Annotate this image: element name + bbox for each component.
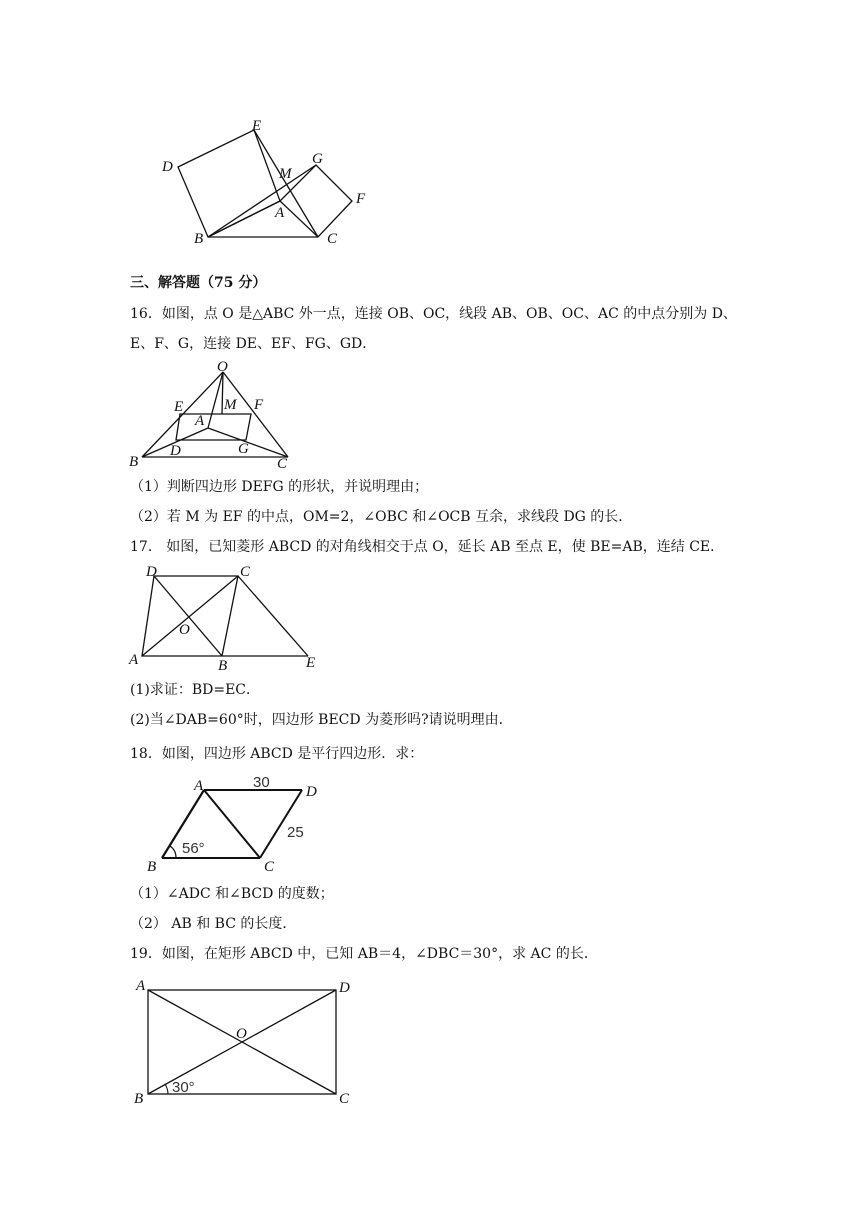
label-E: E <box>252 118 262 134</box>
label-E: E <box>306 655 316 671</box>
q16-line1: 16．如图，点 O 是△ABC 外一点，连接 OB、OC，线段 AB、OB、OC、AC 的中点分别为 D、 <box>130 306 737 322</box>
q17-line1: 17. 如图，已知菱形 ABCD 的对角线相交于点 O，延长 AB 至点 E，使 BE=AB，连结 CE． <box>130 539 725 555</box>
label-D: D <box>339 980 350 996</box>
section-heading: 三、解答题（75 分） <box>130 275 267 291</box>
q17-part1: (1)求证：BD=EC． <box>130 682 261 698</box>
label-C: C <box>240 564 251 580</box>
label-B: B <box>194 231 204 247</box>
q18-line1: 18．如图，四边形 ABCD 是平行四边形．求： <box>130 746 424 762</box>
label-D: D <box>162 159 173 175</box>
label-D: D <box>306 784 317 800</box>
label-G: G <box>238 441 249 457</box>
label-O: O <box>217 359 228 375</box>
label-C: C <box>327 231 338 247</box>
label-A: A <box>194 778 204 794</box>
label-C: C <box>277 456 288 472</box>
label-A: A <box>129 652 139 668</box>
length-CD: 25 <box>287 824 304 841</box>
label-A: A <box>136 978 146 994</box>
q17-part2: (2)当∠DAB=60°时，四边形 BECD 为菱形吗?请说明理由． <box>130 712 513 728</box>
length-AD: 30 <box>253 774 270 791</box>
label-G: G <box>312 151 323 167</box>
q18-part1: （1）∠ADC 和∠BCD 的度数； <box>130 886 334 902</box>
q16-part2: （2）若 M 为 EF 的中点，OM=2，∠OBC 和∠OCB 互余，求线段 DG 的长． <box>130 509 633 525</box>
label-A: A <box>195 413 205 429</box>
figure-q16 <box>128 360 298 472</box>
figure-q17 <box>128 561 328 674</box>
label-M: M <box>279 166 292 182</box>
angle-label: 30° <box>172 1079 195 1096</box>
label-B: B <box>134 1091 144 1107</box>
label-B: B <box>129 454 139 470</box>
label-E: E <box>174 399 184 415</box>
angle-B: 56° <box>182 840 205 857</box>
label-D: D <box>146 564 157 580</box>
label-F: F <box>254 397 264 413</box>
label-M: M <box>224 397 237 413</box>
label-B: B <box>147 859 157 875</box>
q16-line2: E、F、G，连接 DE、EF、FG、GD． <box>130 336 377 352</box>
q16-part1: （1）判断四边形 DEFG 的形状，并说明理由； <box>130 479 429 495</box>
label-A: A <box>275 205 285 221</box>
label-F: F <box>356 191 366 207</box>
q19-line1: 19．如图，在矩形 ABCD 中，已知 AB＝4，∠DBC＝30°，求 AC 的长． <box>130 946 598 962</box>
figure-squares-triangle <box>150 115 390 255</box>
q18-part2: （2） AB 和 BC 的长度． <box>130 916 297 932</box>
label-B: B <box>218 658 228 674</box>
label-O: O <box>236 1026 247 1042</box>
label-D: D <box>170 443 181 459</box>
label-C: C <box>339 1091 350 1107</box>
label-C: C <box>264 859 275 875</box>
figure-q19 <box>128 972 368 1112</box>
figure-q18 <box>140 770 340 880</box>
label-O: O <box>179 622 190 638</box>
